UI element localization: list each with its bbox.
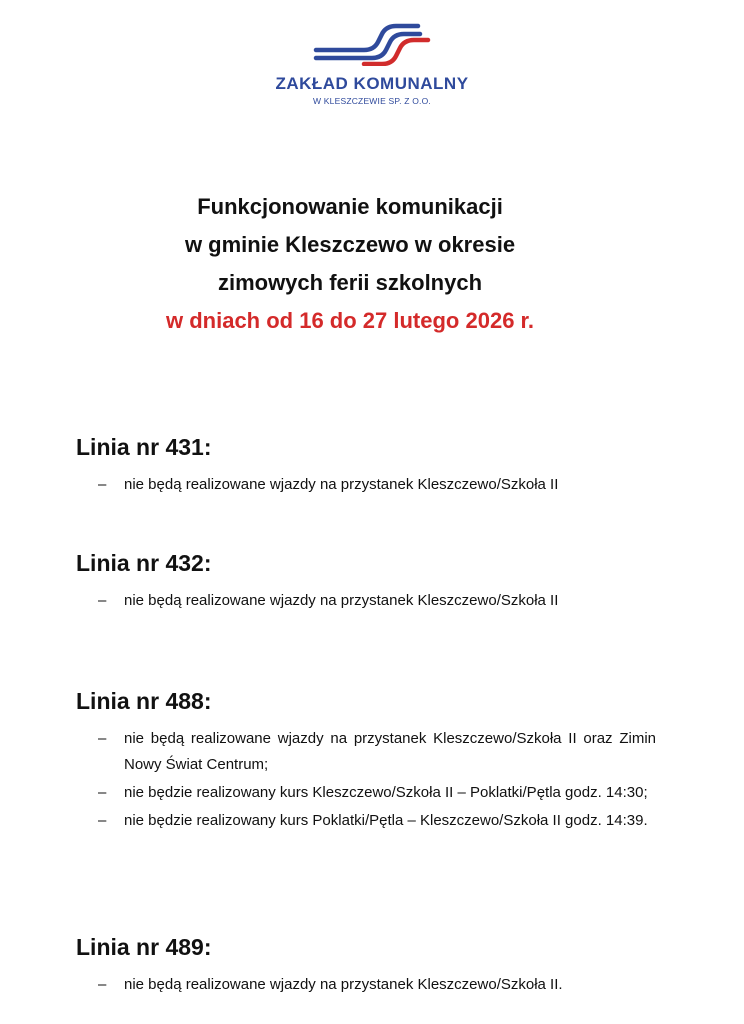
list-item-text: nie będzie realizowany kurs Kleszczewo/Szkoła II – Poklatki/Pętla godz. 14:30; bbox=[124, 784, 648, 801]
list-item bbox=[76, 780, 656, 806]
title-dates: w dniach od 16 do 27 lutego 2026 r. bbox=[166, 308, 534, 333]
dash-bullet-icon: – bbox=[98, 812, 107, 829]
change-list bbox=[76, 972, 656, 998]
line-heading: Linia nr 489: bbox=[76, 934, 212, 960]
list-item-text: nie będą realizowane wjazdy na przystanek Kleszczewo/Szkoła II bbox=[124, 476, 559, 493]
line-488-section bbox=[76, 686, 656, 836]
change-list bbox=[76, 588, 656, 614]
list-item bbox=[76, 808, 656, 834]
list-item bbox=[76, 588, 656, 614]
company-logo bbox=[0, 20, 744, 106]
change-list bbox=[76, 726, 656, 834]
list-item bbox=[76, 472, 656, 498]
list-item-text: nie będą realizowane wjazdy na przystanek Kleszczewo/Szkoła II. bbox=[124, 976, 563, 993]
logo-emblem-icon bbox=[312, 20, 432, 66]
dash-bullet-icon: – bbox=[98, 784, 107, 801]
change-list bbox=[76, 472, 656, 498]
company-subtitle: W KLESZCZEWIE SP. Z O.O. bbox=[313, 96, 431, 106]
list-item-text: nie będą realizowane wjazdy na przystanek Kleszczewo/Szkoła II oraz Zimin Nowy Świat Centrum; bbox=[124, 730, 656, 773]
line-432-section bbox=[76, 548, 656, 616]
title-line-1: Funkcjonowanie komunikacji bbox=[197, 194, 503, 219]
dash-bullet-icon: – bbox=[98, 476, 107, 493]
line-heading: Linia nr 488: bbox=[76, 688, 212, 714]
list-item-text: nie będzie realizowany kurs Poklatki/Pętla – Kleszczewo/Szkoła II godz. 14:39. bbox=[124, 812, 648, 829]
line-431-section bbox=[76, 432, 656, 500]
list-item-text: nie będą realizowane wjazdy na przystanek Kleszczewo/Szkoła II bbox=[124, 592, 559, 609]
list-item bbox=[76, 972, 656, 998]
title-line-3: zimowych ferii szkolnych bbox=[217, 270, 483, 295]
list-item bbox=[76, 726, 656, 778]
dash-bullet-icon: – bbox=[98, 730, 107, 747]
company-name: ZAKŁAD KOMUNALNY bbox=[275, 74, 469, 93]
title-line-2: w gminie Kleszczewo w okresie bbox=[184, 232, 516, 257]
line-heading: Linia nr 431: bbox=[76, 434, 212, 460]
announcement-title bbox=[0, 188, 700, 340]
dash-bullet-icon: – bbox=[98, 592, 107, 609]
dash-bullet-icon: – bbox=[98, 976, 107, 993]
line-489-section bbox=[76, 932, 656, 1000]
line-heading: Linia nr 432: bbox=[76, 550, 212, 576]
